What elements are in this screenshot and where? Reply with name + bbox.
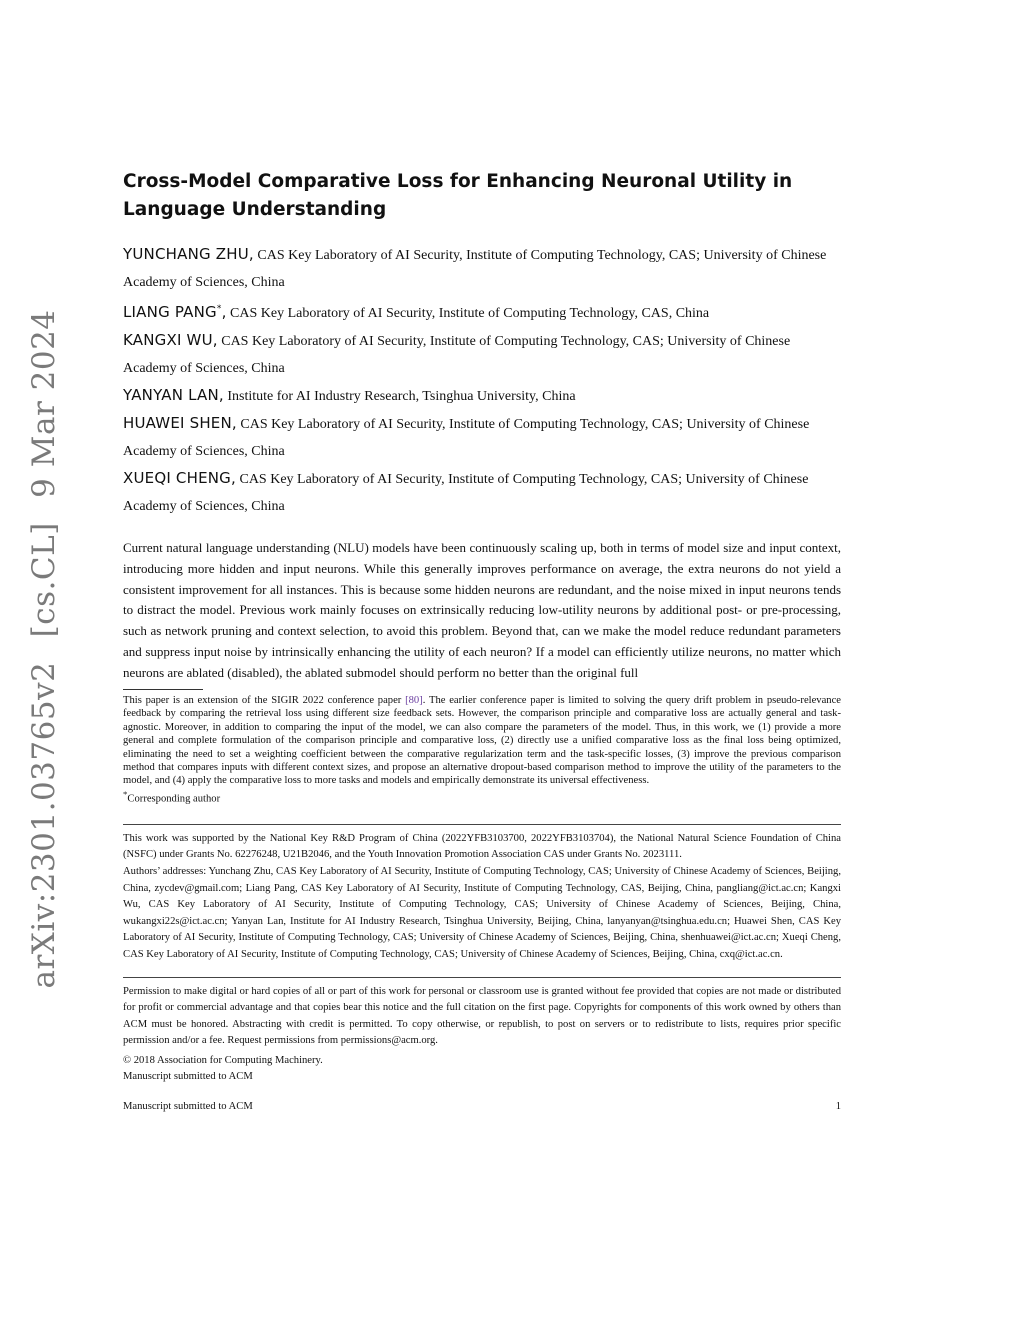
author-affiliation: CAS Key Laboratory of AI Security, Institute of Computing Technology, CAS; University of Chinese Academy of Sciences, China bbox=[123, 334, 791, 376]
manuscript-note: Manuscript submitted to ACM bbox=[123, 1070, 253, 1082]
footnote-divider bbox=[123, 689, 203, 690]
extension-footnote: This paper is an extension of the SIGIR 2022 conference paper [80]. The earlier conference paper is limited to solving the query drift problem in pseudo-relevance feedback by comparing the retrieval loss using different size feedback sets. However, the comparison principle and comparative loss are actually general and task-agnostic. Moreover, in addition to comparing the input of the model, we can also compare the parameters of the model. Thus, in this work, we (1) provide a more general and complete formulation of the comparison principle and comparative loss, (2) directly use a unified comparative loss as the final loss being optimized, eliminating the need to set a weighting coefficient between the comparative regularization term and the task-specific losses, (3) improve the previous comparison method that compares inputs with different context sizes, and propose an alternative dropout-based comparison method to improve the utility of the parameters to the model, and (4) apply the comparative loss to more tasks and models and empirically demonstrate its universal effectiveness. bbox=[123, 695, 841, 787]
author-name: YANYAN LAN, bbox=[123, 386, 224, 404]
arxiv-identifier-stamp bbox=[26, 295, 62, 988]
page-footer bbox=[123, 1101, 841, 1112]
citation-link[interactable]: [80] bbox=[405, 695, 423, 706]
footer-venue: Manuscript submitted to ACM bbox=[123, 1101, 253, 1112]
funding-acknowledgment: This work was supported by the National Key R&D Program of China (2022YFB3103700, 2022YFB3103704), the National Natural Science Foundation of China (NSFC) under Grants No. 62276248, U21B2046, and the Youth Innovation Promotion Association CAS under Grants No. 2023111. bbox=[123, 832, 841, 861]
permission-notice: Permission to make digital or hard copies of all or part of this work for personal or classroom use is granted without fee provided that copies are not made or distributed for profit or commercial advantage and that copies bear this notice and the full citation on the first page. Copyrights for components of this work owned by others than ACM must be honored. Abstracting with credit is permitted. To copy otherwise, or republish, to post on servers or to redistribute to lists, requires prior specific permission and/or a fee. Request permissions from permissions@acm.org. bbox=[123, 985, 841, 1047]
acknowledgment-divider bbox=[123, 824, 841, 825]
author-affiliation: CAS Key Laboratory of AI Security, Institute of Computing Technology, CAS, China bbox=[230, 306, 710, 321]
copyright-line: © 2018 Association for Computing Machinery. bbox=[123, 1054, 323, 1066]
abstract-text: Current natural language understanding (NLU) models have been continuously scaling up, both in terms of model size and input context, introducing more hidden and input neurons. While this generally improves performance on average, the extra neurons do not yield a consistent improvement for all instances. This is because some hidden neurons are redundant, and the noise mixed in input neurons tends to distract the model. Previous work mainly focuses on extrinsically reducing low-utility neurons by additional post- or pre-processing, such as network pruning and context selection, to avoid this problem. Beyond that, can we make the model reduce redundant parameters and suppress input noise by intrinsically enhancing the utility of each neuron? If a model can efficiently utilize neurons, no matter which neurons are ablated (disabled), the ablated submodel should perform no better than the original full bbox=[123, 540, 841, 680]
paper-title: Cross-Model Comparative Loss for Enhancing Neuronal Utility in Language Understanding bbox=[123, 171, 793, 220]
author-name: LIANG PANG*, bbox=[123, 303, 227, 321]
author-list bbox=[123, 241, 841, 520]
corresponding-author-footnote: *Corresponding author bbox=[123, 788, 221, 805]
author-affiliation: CAS Key Laboratory of AI Security, Institute of Computing Technology, CAS; University of Chinese Academy of Sciences, China bbox=[123, 472, 809, 514]
author-affiliation: CAS Key Laboratory of AI Security, Institute of Computing Technology, CAS; University of Chinese Academy of Sciences, China bbox=[123, 248, 827, 290]
arxiv-category: [cs.CL] bbox=[26, 522, 62, 638]
permission-divider bbox=[123, 977, 841, 978]
author-name: XUEQI CHENG, bbox=[123, 469, 236, 487]
author-name: HUAWEI SHEN, bbox=[123, 414, 237, 432]
page-number: 1 bbox=[835, 1101, 841, 1112]
arxiv-id: arXiv:2301.03765v2 bbox=[26, 661, 62, 989]
corresponding-marker: * bbox=[216, 304, 222, 314]
author-entry bbox=[123, 296, 841, 327]
author-entry bbox=[123, 241, 841, 296]
arxiv-date: 9 Mar 2024 bbox=[26, 309, 62, 498]
author-affiliation: Institute for AI Industry Research, Tsinghua University, China bbox=[227, 389, 576, 404]
author-addresses: Authors’ addresses: Yunchang Zhu, CAS Key Laboratory of AI Security, Institute of Computing Technology, CAS; University of Chinese Academy of Sciences, Beijing, China, zycdev@gmail.com; Liang Pang, CAS Key Laboratory of AI Security, Institute of Computing Technology, CAS, Beijing, China, pangliang@ict.ac.cn; Kangxi Wu, CAS Key Laboratory of AI Security, Institute of Computing Technology, CAS; University of Chinese Academy of Sciences, Beijing, China, wukangxi22s@ict.ac.cn; Yanyan Lan, Institute for AI Industry Research, Tsinghua University, Beijing, China, lanyanyan@tsinghua.edu.cn; Huawei Shen, CAS Key Laboratory of AI Security, Institute of Computing Technology, CAS; University of Chinese Academy of Sciences, Beijing, China, shenhuawei@ict.ac.cn; Xueqi Cheng, CAS Key Laboratory of AI Security, Institute of Computing Technology, CAS; University of Chinese Academy of Sciences, Beijing, China, cxq@ict.ac.cn. bbox=[123, 865, 841, 960]
author-affiliation: CAS Key Laboratory of AI Security, Institute of Computing Technology, CAS; University of Chinese Academy of Sciences, China bbox=[123, 417, 810, 459]
author-entry bbox=[123, 465, 841, 520]
author-entry bbox=[123, 327, 841, 382]
paper-page bbox=[123, 168, 841, 1085]
author-entry bbox=[123, 382, 841, 410]
author-name: YUNCHANG ZHU, bbox=[123, 245, 254, 263]
author-entry bbox=[123, 410, 841, 465]
author-name: KANGXI WU, bbox=[123, 331, 218, 349]
